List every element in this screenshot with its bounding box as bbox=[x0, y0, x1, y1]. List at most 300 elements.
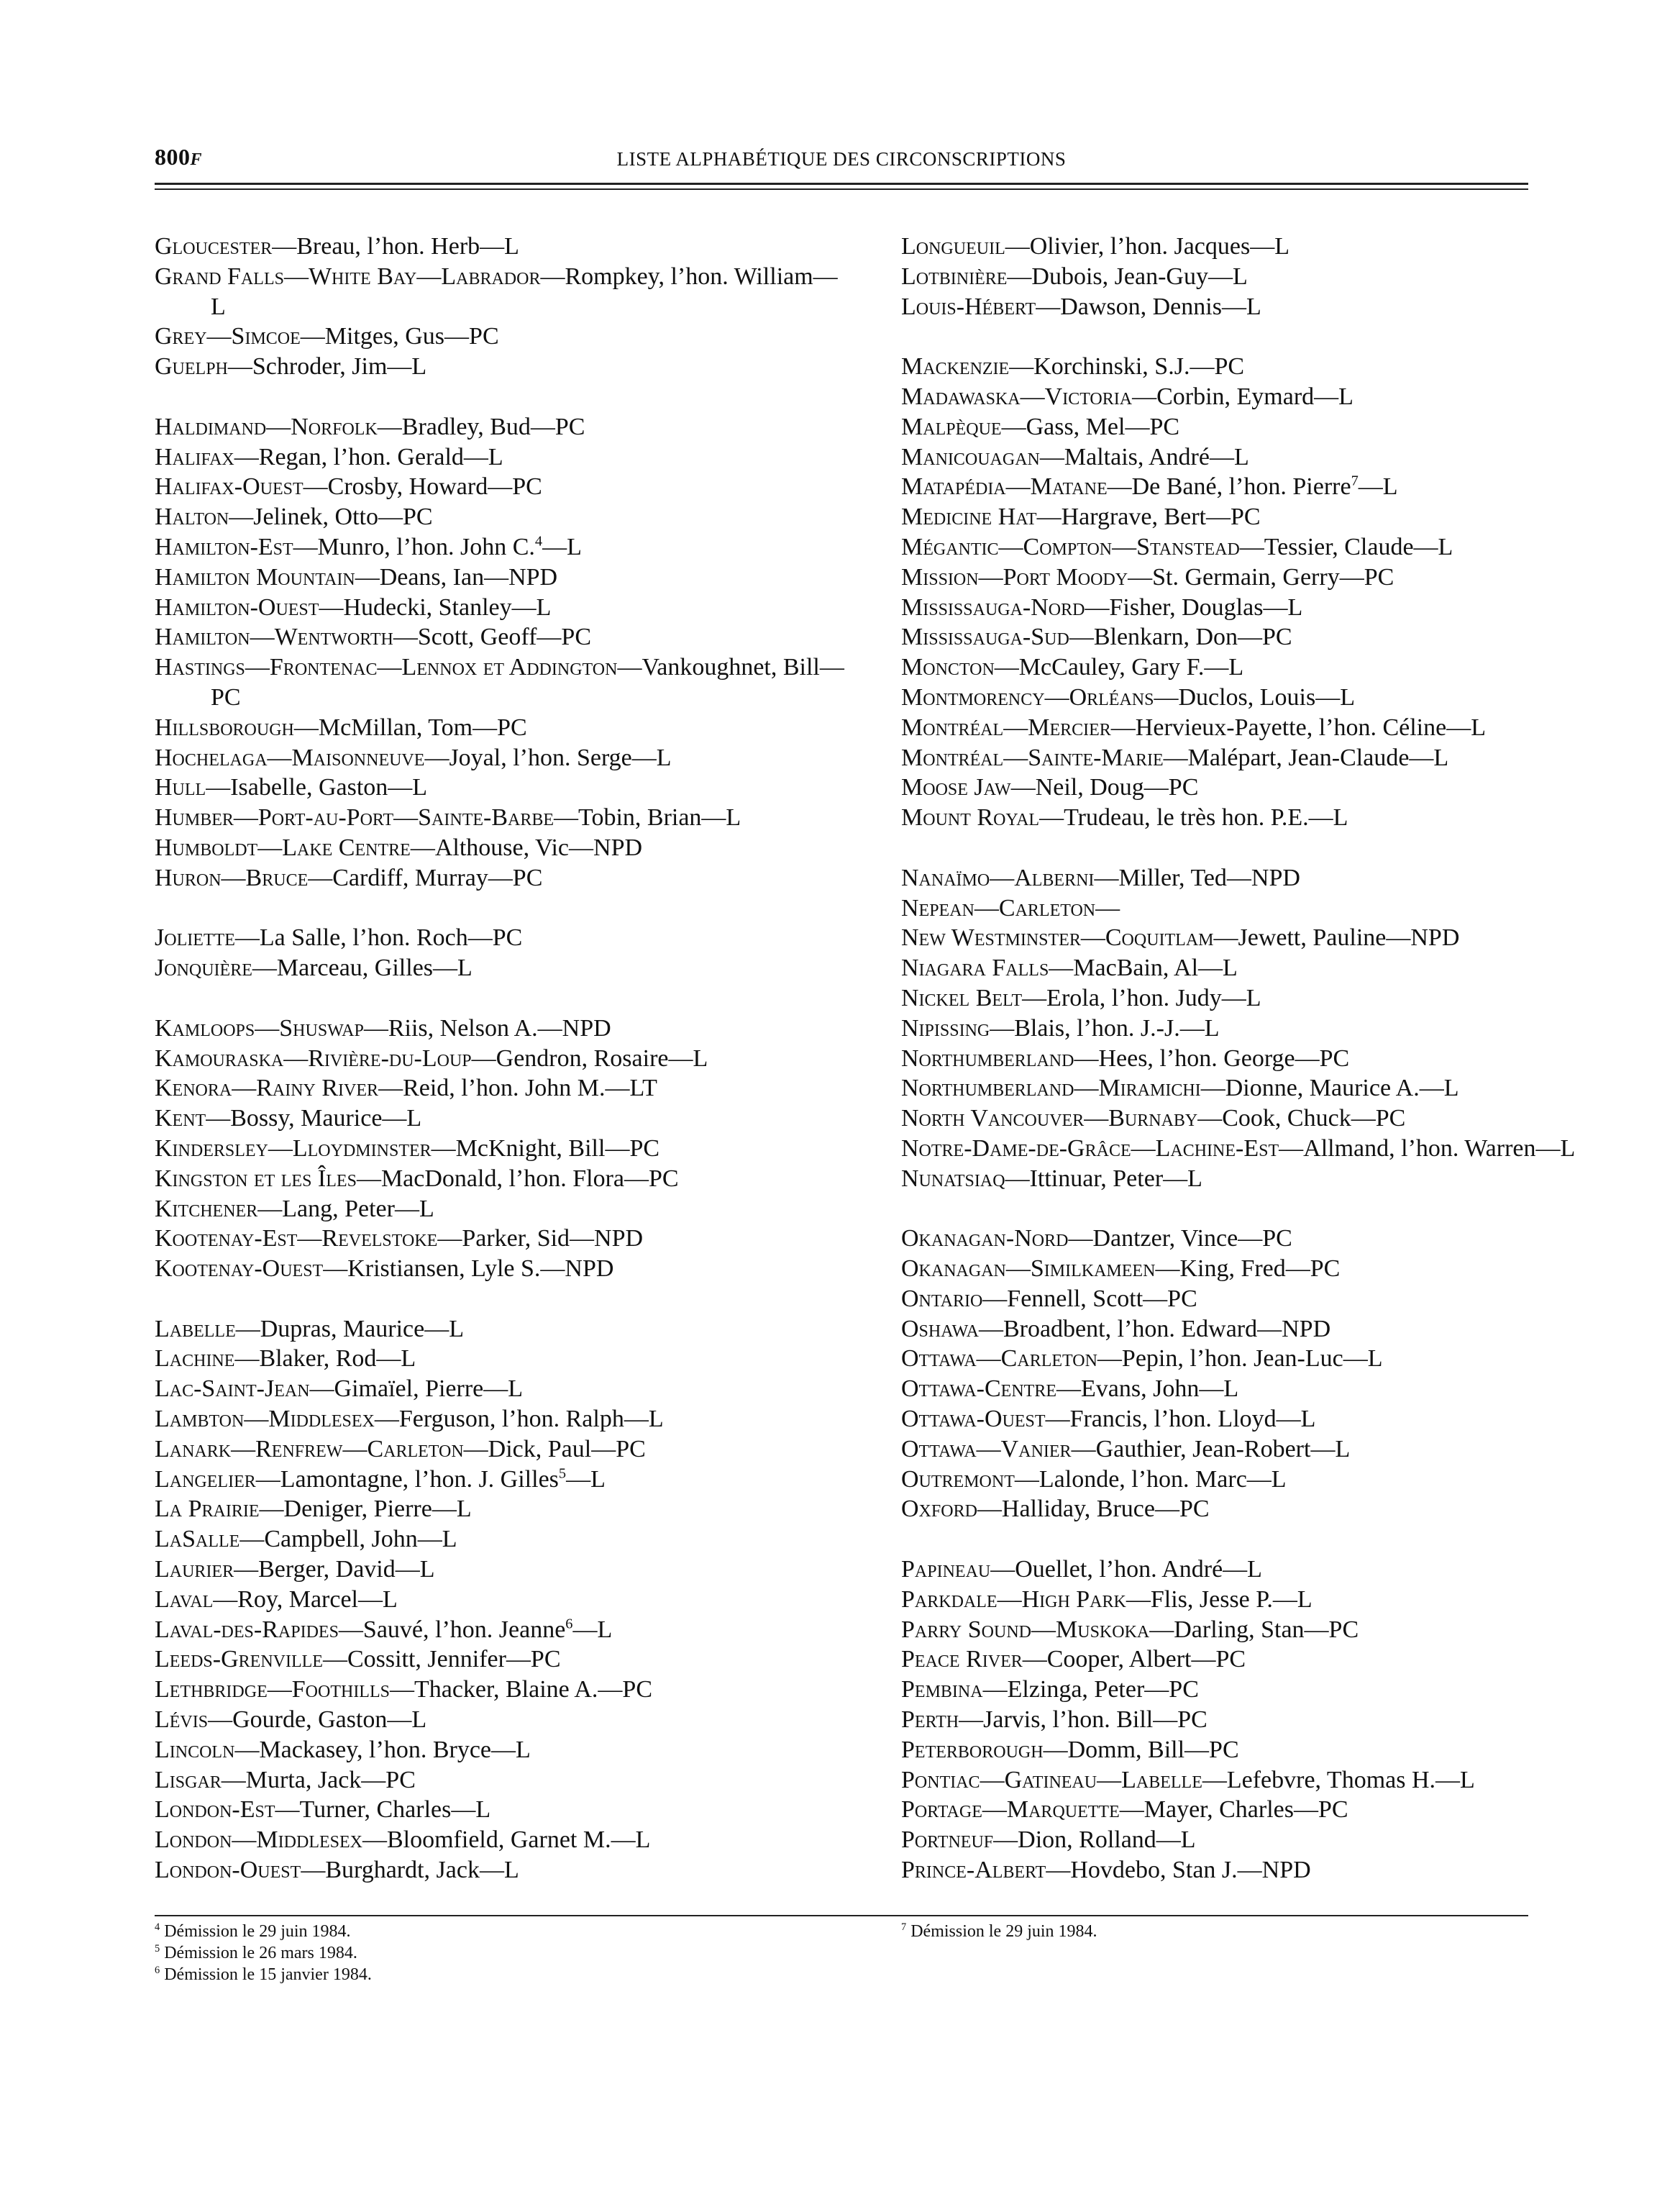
constituency-name: Medicine Hat bbox=[901, 504, 1037, 531]
list-item: Langelier—Lamontagne, l’hon. J. Gilles$^5$—L bbox=[155, 1465, 606, 1493]
list-item: Pembina—Elzinga, Peter—PC bbox=[901, 1676, 1199, 1703]
constituency-name: Lincoln bbox=[155, 1736, 235, 1763]
list-item: London—Middlesex—Bloomfield, Garnet M.—L bbox=[155, 1826, 651, 1854]
constituency-name: Ontario bbox=[901, 1285, 983, 1312]
constituency-name: Pontiac—Gatineau—Labelle bbox=[901, 1766, 1202, 1793]
constituency-name: Kamouraska—Rivière-du-Loup bbox=[155, 1045, 472, 1072]
constituency-name: Lotbinière bbox=[901, 263, 1008, 290]
party-suffix: —L bbox=[542, 533, 582, 560]
constituency-name: Mégantic—Compton—Stanstead bbox=[901, 533, 1240, 560]
constituency-name: Halton bbox=[155, 504, 229, 531]
constituency-name: Prince-Albert bbox=[901, 1857, 1046, 1884]
constituency-name: Hamilton—Wentworth bbox=[155, 624, 393, 651]
list-item: Malpèque—Gass, Mel—PC bbox=[901, 413, 1180, 440]
member-name: Riis, Nelson A.—NPD bbox=[388, 1014, 611, 1042]
constituency-name: Montmorency—Orléans bbox=[901, 683, 1154, 711]
constituency-name: Lachine bbox=[155, 1345, 235, 1373]
member-name: Jarvis, l’hon. Bill—PC bbox=[983, 1706, 1208, 1734]
constituency-name: Niagara Falls bbox=[901, 955, 1049, 982]
constituency-name: North Vancouver—Burnaby bbox=[901, 1105, 1198, 1132]
footnote-text: Démission le 29 juin 1984. bbox=[910, 1922, 1097, 1941]
constituency-name: Lac-Saint-Jean bbox=[155, 1375, 310, 1403]
constituency-name: Montréal—Sainte-Marie bbox=[901, 744, 1164, 771]
list-item: Ottawa-Ouest—Francis, l’hon. Lloyd—L bbox=[901, 1406, 1316, 1433]
constituency-name: Ottawa-Ouest bbox=[901, 1406, 1046, 1433]
constituency-name: Manicouagan bbox=[901, 443, 1040, 470]
page-number: 800F bbox=[155, 144, 203, 170]
member-name: Bossy, Maurice—L bbox=[230, 1105, 422, 1132]
list-item: Notre-Dame-de-Grâce—Lachine-Est—Allmand, l’hon. Warren—L bbox=[901, 1134, 1576, 1162]
member-name: Francis, l’hon. Lloyd—L bbox=[1069, 1406, 1316, 1433]
list-item: Lévis—Gourde, Gaston—L bbox=[155, 1706, 427, 1734]
list-item: Moncton—McCauley, Gary F.—L bbox=[901, 654, 1244, 681]
list-item: Ottawa-Centre—Evans, John—L bbox=[901, 1375, 1239, 1403]
member-name: Miller, Ted—NPD bbox=[1118, 864, 1300, 891]
running-title: LISTE ALPHABÉTIQUE DES CIRCONSCRIPTIONS bbox=[616, 148, 1067, 170]
list-item: Montréal—Mercier—Hervieux-Payette, l’hon. Céline—L bbox=[901, 714, 1486, 741]
list-item: Peterborough—Domm, Bill—PC bbox=[901, 1736, 1239, 1763]
constituency-name: Kitchener bbox=[155, 1195, 258, 1222]
constituency-name: Kingston et les Îles bbox=[155, 1165, 357, 1192]
list-item: Oxford—Halliday, Bruce—PC bbox=[901, 1496, 1210, 1523]
list-item: Matapédia—Matane—De Bané, l’hon. Pierre$^7$—L bbox=[901, 473, 1398, 501]
constituency-name: Notre-Dame-de-Grâce—Lachine-Est bbox=[901, 1134, 1279, 1162]
member-name: Mitges, Gus—PC bbox=[324, 323, 499, 350]
member-name: Gimaïel, Pierre—L bbox=[334, 1375, 524, 1403]
member-name: Ferguson, l’hon. Ralph—L bbox=[398, 1406, 664, 1433]
list-item: Humboldt—Lake Centre—Althouse, Vic—NPD bbox=[155, 834, 643, 861]
member-name: Maltais, André—L bbox=[1064, 443, 1249, 470]
member-name: Korchinski, S.J.—PC bbox=[1033, 353, 1245, 381]
footnote-ref: 4 bbox=[534, 533, 543, 550]
constituency-name: Parry Sound—Muskoka bbox=[901, 1616, 1150, 1643]
constituency-name: London—Middlesex bbox=[155, 1826, 362, 1854]
member-name: Althouse, Vic—NPD bbox=[434, 834, 643, 861]
list-item: Mackenzie—Korchinski, S.J.—PC bbox=[901, 353, 1245, 381]
member-name: Roy, Marcel—L bbox=[237, 1585, 398, 1613]
constituency-name: Kindersley—Lloydminster bbox=[155, 1134, 432, 1162]
constituency-name: Oshawa bbox=[901, 1315, 979, 1342]
member-name: Neil, Doug—PC bbox=[1035, 774, 1199, 801]
constituency-name: Mississauga-Nord bbox=[901, 593, 1085, 621]
member-name: Ouellet, l’hon. André—L bbox=[1015, 1556, 1262, 1583]
member-name: Gourde, Gaston—L bbox=[232, 1706, 427, 1734]
list-item: Perth—Jarvis, l’hon. Bill—PC bbox=[901, 1706, 1208, 1734]
left-column bbox=[155, 232, 845, 1916]
footnotes-right bbox=[901, 1921, 1548, 1942]
member-name: Hovdebo, Stan J.—NPD bbox=[1070, 1857, 1311, 1884]
list-item: Humber—Port-au-Port—Sainte-Barbe—Tobin, Brian—L bbox=[155, 804, 741, 832]
list-item: Gloucester—Breau, l’hon. Herb—L bbox=[155, 233, 519, 260]
constituency-name: Laval-des-Rapides bbox=[155, 1616, 339, 1643]
member-name: Domm, Bill—PC bbox=[1067, 1736, 1239, 1763]
member-name: Allmand, l’hon. Warren—L bbox=[1303, 1134, 1576, 1162]
entry-group bbox=[155, 923, 845, 983]
list-item: Mississauga-Sud—Blenkarn, Don—PC bbox=[901, 624, 1292, 651]
page-header bbox=[155, 144, 1528, 180]
list-item: Hamilton—Wentworth—Scott, Geoff—PC bbox=[155, 624, 592, 651]
constituency-name: Pembina bbox=[901, 1676, 983, 1703]
entry-group bbox=[901, 1224, 1592, 1524]
party-suffix: —L bbox=[572, 1616, 613, 1643]
list-item: LaSalle—Campbell, John—L bbox=[155, 1526, 457, 1553]
member-name: Lefebvre, Thomas H.—L bbox=[1226, 1766, 1475, 1793]
constituency-name: Nickel Belt bbox=[901, 984, 1023, 1011]
member-name: Lang, Peter—L bbox=[282, 1195, 434, 1222]
constituency-name: Labelle bbox=[155, 1315, 236, 1342]
list-item: Mégantic—Compton—Stanstead—Tessier, Claude—L bbox=[901, 533, 1453, 560]
constituency-name: Nepean—Carleton bbox=[901, 894, 1096, 921]
constituency-name: Moncton bbox=[901, 654, 995, 681]
page-suffix: F bbox=[190, 150, 203, 169]
member-name: Flis, Jesse P.—L bbox=[1150, 1585, 1312, 1613]
member-name: MacBain, Al—L bbox=[1073, 955, 1238, 982]
list-item: Kamloops—Shuswap—Riis, Nelson A.—NPD bbox=[155, 1014, 611, 1042]
list-item: North Vancouver—Burnaby—Cook, Chuck—PC bbox=[901, 1105, 1406, 1132]
list-item: Kingston et les Îles—MacDonald, l’hon. Flora—PC bbox=[155, 1165, 679, 1192]
footnote-number: 6 bbox=[155, 1965, 160, 1976]
constituency-name: Outremont bbox=[901, 1465, 1015, 1493]
footnote-number: 4 bbox=[155, 1921, 160, 1933]
list-item: Nickel Belt—Erola, l’hon. Judy—L bbox=[901, 984, 1261, 1011]
member-name: Blenkarn, Don—PC bbox=[1093, 624, 1292, 651]
constituency-name: Madawaska—Victoria bbox=[901, 383, 1133, 410]
member-name: Murta, Jack—PC bbox=[245, 1766, 416, 1793]
list-item: Kent—Bossy, Maurice—L bbox=[155, 1105, 422, 1132]
list-item: Manicouagan—Maltais, André—L bbox=[901, 443, 1249, 470]
member-name: Duclos, Louis—L bbox=[1178, 683, 1356, 711]
constituency-name: Malpèque bbox=[901, 413, 1002, 440]
member-name: Cooper, Albert—PC bbox=[1046, 1646, 1246, 1673]
constituency-name: Haldimand—Norfolk bbox=[155, 413, 378, 440]
list-item: Hamilton-Ouest—Hudecki, Stanley—L bbox=[155, 593, 552, 621]
list-item: Moose Jaw—Neil, Doug—PC bbox=[901, 774, 1199, 801]
entry-group bbox=[155, 232, 845, 382]
constituency-name: Montréal—Mercier bbox=[901, 714, 1111, 741]
list-item: Halton—Jelinek, Otto—PC bbox=[155, 504, 433, 531]
member-name: Broadbent, l’hon. Edward—NPD bbox=[1003, 1315, 1331, 1342]
list-item: Peace River—Cooper, Albert—PC bbox=[901, 1646, 1246, 1673]
list-item: Mount Royal—Trudeau, le très hon. P.E.—L bbox=[901, 804, 1348, 832]
member-name: St. Germain, Gerry—PC bbox=[1152, 563, 1394, 591]
list-item: Mission—Port Moody—St. Germain, Gerry—PC bbox=[901, 563, 1394, 591]
footnote-number: 7 bbox=[901, 1921, 907, 1933]
footnote-number: 5 bbox=[155, 1943, 160, 1954]
member-name: Cardiff, Murray—PC bbox=[332, 864, 543, 891]
constituency-name: Kootenay-Est—Revelstoke bbox=[155, 1225, 438, 1252]
constituency-name: Huron—Bruce bbox=[155, 864, 309, 891]
member-name: Mayer, Charles—PC bbox=[1143, 1796, 1348, 1824]
constituency-name: Guelph bbox=[155, 353, 228, 381]
constituency-name: Humber—Port-au-Port—Sainte-Barbe bbox=[155, 804, 554, 832]
member-name: Cook, Chuck—PC bbox=[1222, 1105, 1406, 1132]
footnote-text: Démission le 26 mars 1984. bbox=[164, 1944, 357, 1962]
member-name: Malépart, Jean-Claude—L bbox=[1187, 744, 1449, 771]
member-name: Jelinek, Otto—PC bbox=[253, 504, 433, 531]
constituency-name: Ottawa-Centre bbox=[901, 1375, 1057, 1403]
member-name: Cossitt, Jennifer—PC bbox=[347, 1646, 561, 1673]
member-name: Gass, Mel—PC bbox=[1026, 413, 1180, 440]
list-item: Joliette—La Salle, l’hon. Roch—PC bbox=[155, 924, 523, 952]
party-suffix: —L bbox=[1358, 473, 1398, 501]
footnote bbox=[155, 1942, 802, 1964]
list-item: Kootenay-Est—Revelstoke—Parker, Sid—NPD bbox=[155, 1225, 644, 1252]
member-name: Olivier, l’hon. Jacques—L bbox=[1029, 233, 1289, 260]
list-item: Pontiac—Gatineau—Labelle—Lefebvre, Thomas H.—L bbox=[901, 1766, 1475, 1793]
list-item: Laval-des-Rapides—Sauvé, l’hon. Jeanne$^6$—L bbox=[155, 1616, 613, 1643]
list-item: Hull—Isabelle, Gaston—L bbox=[155, 774, 428, 801]
member-name: Campbell, John—L bbox=[264, 1526, 457, 1553]
constituency-name: Hochelaga—Maisonneuve bbox=[155, 744, 425, 771]
list-item: Hastings—Frontenac—Lennox et Addington—Vankoughnet, Bill—PC bbox=[155, 654, 844, 711]
list-item: Guelph—Schroder, Jim—L bbox=[155, 353, 427, 381]
header-rule bbox=[155, 183, 1528, 185]
list-item: La Prairie—Deniger, Pierre—L bbox=[155, 1496, 472, 1523]
member-name: Reid, l’hon. John M.—LT bbox=[403, 1075, 657, 1102]
list-item: Medicine Hat—Hargrave, Bert—PC bbox=[901, 504, 1261, 531]
constituency-name: Mackenzie bbox=[901, 353, 1010, 381]
constituency-name: Joliette bbox=[155, 924, 235, 952]
member-name: Dawson, Dennis—L bbox=[1060, 293, 1261, 320]
list-item: Kootenay-Ouest—Kristiansen, Lyle S.—NPD bbox=[155, 1255, 614, 1283]
list-item: Madawaska—Victoria—Corbin, Eymard—L bbox=[901, 383, 1353, 410]
entry-group bbox=[155, 412, 845, 893]
list-item: London-Ouest—Burghardt, Jack—L bbox=[155, 1857, 519, 1884]
member-name: Jewett, Pauline—NPD bbox=[1238, 924, 1460, 952]
entry-group bbox=[901, 352, 1592, 833]
list-item: Lac-Saint-Jean—Gimaïel, Pierre—L bbox=[155, 1375, 524, 1403]
list-item: Halifax-Ouest—Crosby, Howard—PC bbox=[155, 473, 542, 501]
member-name: Fennell, Scott—PC bbox=[1007, 1285, 1197, 1312]
member-name: Munro, l’hon. John C. bbox=[317, 533, 535, 560]
constituency-name: Lisgar bbox=[155, 1766, 222, 1793]
member-name: Blaker, Rod—L bbox=[259, 1345, 416, 1373]
member-name: Marceau, Gilles—L bbox=[276, 955, 472, 982]
list-item: Ottawa—Vanier—Gauthier, Jean-Robert—L bbox=[901, 1435, 1351, 1462]
member-name: Parker, Sid—NPD bbox=[462, 1225, 644, 1252]
member-name: Hargrave, Bert—PC bbox=[1061, 504, 1261, 531]
member-name: Trudeau, le très hon. P.E.—L bbox=[1064, 804, 1348, 832]
list-item: Laurier—Berger, David—L bbox=[155, 1556, 435, 1583]
constituency-name: Okanagan-Nord bbox=[901, 1225, 1069, 1252]
member-name: Hervieux-Payette, l’hon. Céline—L bbox=[1135, 714, 1486, 741]
constituency-name: Mission—Port Moody bbox=[901, 563, 1128, 591]
constituency-name: Jonquière bbox=[155, 955, 252, 982]
member-name: Isabelle, Gaston—L bbox=[230, 774, 428, 801]
member-name: Dick, Paul—PC bbox=[488, 1435, 646, 1462]
constituency-name: Kamloops—Shuswap bbox=[155, 1014, 364, 1042]
list-item: Montréal—Sainte-Marie—Malépart, Jean-Claude—L bbox=[901, 744, 1449, 771]
member-name: MacDonald, l’hon. Flora—PC bbox=[380, 1165, 679, 1192]
list-item: Nepean—Carleton— bbox=[901, 894, 1120, 921]
constituency-name: Mississauga-Sud bbox=[901, 624, 1069, 651]
constituency-name: Moose Jaw bbox=[901, 774, 1011, 801]
list-item: Ottawa—Carleton—Pepin, l’hon. Jean-Luc—L bbox=[901, 1345, 1383, 1373]
footnote-text: Démission le 15 janvier 1984. bbox=[164, 1965, 372, 1984]
list-item: Okanagan-Nord—Dantzer, Vince—PC bbox=[901, 1225, 1292, 1252]
constituency-name: Gloucester bbox=[155, 233, 273, 260]
list-item: Outremont—Lalonde, l’hon. Marc—L bbox=[901, 1465, 1287, 1493]
member-name: Bloomfield, Garnet M.—L bbox=[386, 1826, 651, 1854]
member-name: Bradley, Bud—PC bbox=[401, 413, 585, 440]
footnote bbox=[155, 1921, 802, 1942]
list-item: Parry Sound—Muskoka—Darling, Stan—PC bbox=[901, 1616, 1359, 1643]
constituency-name: Northumberland—Miramichi bbox=[901, 1075, 1201, 1102]
constituency-name: Lethbridge—Foothills bbox=[155, 1676, 390, 1703]
footnote-text: Démission le 29 juin 1984. bbox=[164, 1922, 351, 1941]
list-item: Lambton—Middlesex—Ferguson, l’hon. Ralph—L bbox=[155, 1406, 664, 1433]
list-item: Lotbinière—Dubois, Jean-Guy—L bbox=[901, 263, 1248, 290]
constituency-name: Laurier bbox=[155, 1556, 234, 1583]
member-name: Vankoughnet, Bill—PC bbox=[211, 654, 844, 711]
list-item: Haldimand—Norfolk—Bradley, Bud—PC bbox=[155, 413, 585, 440]
constituency-name: Hamilton-Est bbox=[155, 533, 293, 560]
list-item: Portage—Marquette—Mayer, Charles—PC bbox=[901, 1796, 1348, 1824]
constituency-name: Papineau bbox=[901, 1556, 991, 1583]
constituency-name: Louis-Hébert bbox=[901, 293, 1036, 320]
footnote bbox=[901, 1921, 1548, 1942]
member-name: Tobin, Brian—L bbox=[578, 804, 741, 832]
member-name: Breau, l’hon. Herb—L bbox=[296, 233, 519, 260]
footnotes-left bbox=[155, 1921, 802, 1985]
entry-group bbox=[901, 863, 1592, 1194]
constituency-name: Hastings—Frontenac—Lennox et Addington bbox=[155, 654, 618, 681]
constituency-name: Lanark—Renfrew—Carleton bbox=[155, 1435, 464, 1462]
footnote-rule bbox=[155, 1915, 1528, 1916]
list-item: Kenora—Rainy River—Reid, l’hon. John M.—LT bbox=[155, 1075, 657, 1102]
list-item: Niagara Falls—MacBain, Al—L bbox=[901, 955, 1238, 982]
constituency-name: Peace River bbox=[901, 1646, 1023, 1673]
constituency-name: Oxford bbox=[901, 1496, 977, 1523]
constituency-name: Kent bbox=[155, 1105, 206, 1132]
list-item: Northumberland—Miramichi—Dionne, Maurice A.—L bbox=[901, 1075, 1459, 1102]
list-item: Labelle—Dupras, Maurice—L bbox=[155, 1315, 464, 1342]
entry-group bbox=[901, 232, 1592, 322]
member-name: Elzinga, Peter—PC bbox=[1007, 1676, 1199, 1703]
constituency-name: London-Ouest bbox=[155, 1857, 301, 1884]
list-item: London-Est—Turner, Charles—L bbox=[155, 1796, 491, 1824]
party-suffix: —L bbox=[566, 1465, 606, 1493]
member-name: Dion, Rolland—L bbox=[1018, 1826, 1196, 1854]
list-item: Longueuil—Olivier, l’hon. Jacques—L bbox=[901, 233, 1289, 260]
constituency-name: Hamilton-Ouest bbox=[155, 593, 319, 621]
member-name: Gauthier, Jean-Robert—L bbox=[1095, 1435, 1351, 1462]
constituency-name: Halifax-Ouest bbox=[155, 473, 303, 501]
constituency-name: Portneuf bbox=[901, 1826, 994, 1854]
constituency-name: Ottawa—Vanier bbox=[901, 1435, 1072, 1462]
member-name: Gendron, Rosaire—L bbox=[496, 1045, 708, 1072]
member-name: McKnight, Bill—PC bbox=[455, 1134, 660, 1162]
footnote-ref: 7 bbox=[1351, 473, 1359, 490]
list-item: Lethbridge—Foothills—Thacker, Blaine A.—PC bbox=[155, 1676, 653, 1703]
list-item: Lincoln—Mackasey, l’hon. Bryce—L bbox=[155, 1736, 531, 1763]
list-item: Jonquière—Marceau, Gilles—L bbox=[155, 955, 472, 982]
constituency-name: Leeds-Grenville bbox=[155, 1646, 323, 1673]
list-item: Halifax—Regan, l’hon. Gerald—L bbox=[155, 443, 503, 470]
constituency-name: Hamilton Mountain bbox=[155, 563, 355, 591]
member-name: Kristiansen, Lyle S.—NPD bbox=[347, 1255, 614, 1283]
constituency-name: Portage—Marquette bbox=[901, 1796, 1120, 1824]
member-name: Halliday, Bruce—PC bbox=[1001, 1496, 1210, 1523]
list-item: Nunatsiaq—Ittinuar, Peter—L bbox=[901, 1165, 1202, 1192]
constituency-name: New Westminster—Coquitlam bbox=[901, 924, 1214, 952]
list-item: Hamilton-Est—Munro, l’hon. John C.$^4$—L bbox=[155, 533, 582, 560]
constituency-name: Langelier bbox=[155, 1465, 256, 1493]
member-name: Ittinuar, Peter—L bbox=[1029, 1165, 1202, 1192]
list-item: Grey—Simcoe—Mitges, Gus—PC bbox=[155, 323, 499, 350]
member-name: Schroder, Jim—L bbox=[252, 353, 427, 381]
member-name: Dupras, Maurice—L bbox=[260, 1315, 464, 1342]
member-name: Hudecki, Stanley—L bbox=[343, 593, 552, 621]
constituency-name: Grand Falls—White Bay—Labrador bbox=[155, 263, 541, 290]
entry-group bbox=[155, 1014, 845, 1284]
entry-group bbox=[901, 1555, 1592, 1885]
footnote-ref: 5 bbox=[558, 1465, 567, 1482]
member-name: Dantzer, Vince—PC bbox=[1092, 1225, 1292, 1252]
list-item: Portneuf—Dion, Rolland—L bbox=[901, 1826, 1196, 1854]
member-name: Crosby, Howard—PC bbox=[327, 473, 542, 501]
member-name: Thacker, Blaine A.—PC bbox=[414, 1676, 653, 1703]
member-name: Mackasey, l’hon. Bryce—L bbox=[259, 1736, 531, 1763]
member-name: Regan, l’hon. Gerald—L bbox=[258, 443, 503, 470]
constituency-name: LaSalle bbox=[155, 1526, 240, 1553]
list-item: Papineau—Ouellet, l’hon. André—L bbox=[901, 1556, 1262, 1583]
constituency-name: London-Est bbox=[155, 1796, 275, 1824]
constituency-name: Lambton—Middlesex bbox=[155, 1406, 375, 1433]
member-name: Evans, John—L bbox=[1081, 1375, 1239, 1403]
constituency-name: Lévis bbox=[155, 1706, 209, 1734]
list-item: Hillsborough—McMillan, Tom—PC bbox=[155, 714, 527, 741]
list-item: Grand Falls—White Bay—Labrador—Rompkey, l’hon. William—L bbox=[155, 263, 838, 320]
constituency-name: Nipissing bbox=[901, 1014, 990, 1042]
footnote-ref: 6 bbox=[565, 1616, 573, 1632]
constituency-name: Humboldt—Lake Centre bbox=[155, 834, 411, 861]
list-item: Louis-Hébert—Dawson, Dennis—L bbox=[901, 293, 1261, 320]
member-name: Fisher, Douglas—L bbox=[1109, 593, 1303, 621]
list-item: Nipissing—Blais, l’hon. J.-J.—L bbox=[901, 1014, 1220, 1042]
list-item: Kitchener—Lang, Peter—L bbox=[155, 1195, 434, 1222]
list-item: Okanagan—Similkameen—King, Fred—PC bbox=[901, 1255, 1341, 1283]
member-name: Hees, l’hon. George—PC bbox=[1098, 1045, 1350, 1072]
list-item: Leeds-Grenville—Cossitt, Jennifer—PC bbox=[155, 1646, 561, 1673]
list-item: Mississauga-Nord—Fisher, Douglas—L bbox=[901, 593, 1303, 621]
list-item: Northumberland—Hees, l’hon. George—PC bbox=[901, 1045, 1350, 1072]
member-name: Deniger, Pierre—L bbox=[283, 1496, 472, 1523]
member-name: McMillan, Tom—PC bbox=[318, 714, 527, 741]
member-name: Scott, Geoff—PC bbox=[417, 624, 592, 651]
constituency-name: Perth bbox=[901, 1706, 959, 1734]
constituency-name: Grey—Simcoe bbox=[155, 323, 301, 350]
list-item: Lanark—Renfrew—Carleton—Dick, Paul—PC bbox=[155, 1435, 646, 1462]
list-item: Hamilton Mountain—Deans, Ian—NPD bbox=[155, 563, 558, 591]
constituency-name: Okanagan—Similkameen bbox=[901, 1255, 1156, 1283]
header-rule-double bbox=[155, 188, 1528, 190]
list-item: Ontario—Fennell, Scott—PC bbox=[901, 1285, 1197, 1312]
member-name: Pepin, l’hon. Jean-Luc—L bbox=[1121, 1345, 1383, 1373]
member-name: Corbin, Eymard—L bbox=[1156, 383, 1353, 410]
constituency-name: Ottawa—Carleton bbox=[901, 1345, 1097, 1373]
member-name: Berger, David—L bbox=[258, 1556, 435, 1583]
list-item: Hochelaga—Maisonneuve—Joyal, l’hon. Serge—L bbox=[155, 744, 672, 771]
constituency-name: Kootenay-Ouest bbox=[155, 1255, 324, 1283]
member-name: Blais, l’hon. J.-J.—L bbox=[1014, 1014, 1220, 1042]
member-name: Burghardt, Jack—L bbox=[325, 1857, 519, 1884]
footnote bbox=[155, 1964, 802, 1985]
member-name: King, Fred—PC bbox=[1179, 1255, 1341, 1283]
list-item: Oshawa—Broadbent, l’hon. Edward—NPD bbox=[901, 1315, 1331, 1342]
member-name: Erola, l’hon. Judy—L bbox=[1046, 984, 1261, 1011]
constituency-name: La Prairie bbox=[155, 1496, 260, 1523]
